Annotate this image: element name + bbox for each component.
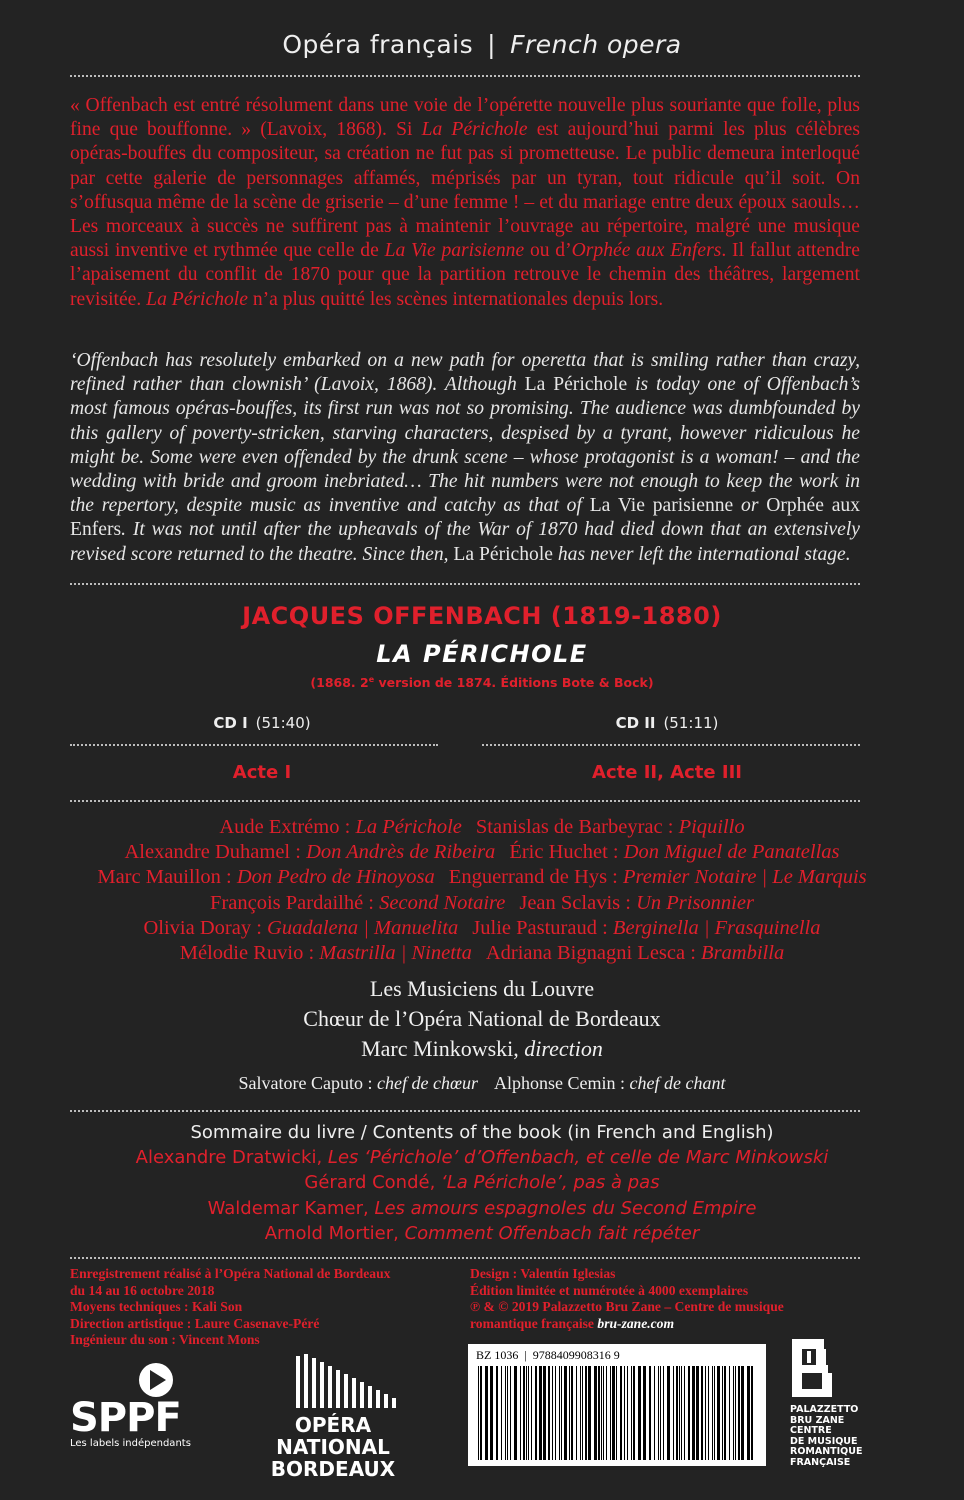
- cast-member: [143, 917, 458, 939]
- contents-title: ‘La Périchole’, pas à pas: [441, 1172, 660, 1194]
- cd1-label: CD I: [213, 714, 248, 732]
- singer-role: Don Pedro de Hinoyosa: [236, 866, 435, 889]
- barcode-bar: [612, 1366, 615, 1460]
- pbz-line: FRANÇAISE: [790, 1456, 851, 1468]
- header: [0, 30, 964, 59]
- barcode-bar: [555, 1366, 556, 1460]
- intro-en-segment: La Périchole: [453, 543, 553, 565]
- barcode-bar: [643, 1366, 646, 1460]
- cast-member: [509, 841, 839, 863]
- barcode-bar: [712, 1366, 713, 1460]
- intro-en-segment: or: [733, 495, 767, 517]
- barcode-bar: [505, 1366, 506, 1460]
- barcode-bar: [660, 1366, 661, 1460]
- singer-role: Don Miguel de Panatellas: [623, 841, 840, 864]
- palazzetto-bru-zane-logo-icon: [790, 1337, 836, 1399]
- header-fr: Opéra français: [282, 30, 474, 59]
- cast-member: [486, 942, 784, 964]
- barcode-bar: [729, 1366, 730, 1460]
- cast-row: [0, 840, 964, 865]
- intro-en-segment: is today one of Offenbach’s most famous opéras-bouffes, its first run was not so promising. The audience was dumbfounded by this gallery of poverty-stricken, starving characters, despised by a tyrant, however ridiculous he might be. Some were even offended by the drunk scene – whose protagonist is a woman! – and the wedding with bride and groom inebriated… The hit numbers were not enough to keep the work in the repertory, despite music as inventive and catchy as that of: [70, 374, 860, 517]
- barcode-bar: [548, 1366, 550, 1460]
- barcode-bar: [676, 1366, 678, 1460]
- cast-member: [219, 816, 462, 838]
- intro-fr-segment: . Il fallut attendre l’apaisement du conflit de 1870 pour que la partition retrouve le chemin des théâtres, largement revisitée.: [70, 240, 860, 310]
- cast-row: [0, 891, 964, 916]
- barcode-bar: [594, 1366, 597, 1460]
- barcode-bar: [514, 1366, 517, 1460]
- credit-line: du 14 au 16 octobre 2018: [70, 1282, 215, 1298]
- chef-role: chef de chant: [629, 1073, 726, 1093]
- cast-member: [449, 866, 867, 888]
- barcode-bar: [705, 1366, 706, 1460]
- singer-role: Berginella | Frasquinella: [612, 916, 821, 939]
- divider-chefs: [70, 1110, 860, 1112]
- barcode-bar: [603, 1366, 604, 1460]
- barcode-bar: [585, 1366, 587, 1460]
- work-title: LA PÉRICHOLE: [376, 640, 588, 668]
- barcode: [468, 1344, 766, 1466]
- chef-name: Alphonse Cemin :: [493, 1073, 625, 1093]
- barcode-bar: [649, 1366, 651, 1460]
- barcode-bar: [654, 1366, 655, 1460]
- barcode-bar: [735, 1366, 736, 1460]
- intro-en-segment: has never left the international stage.: [552, 543, 851, 565]
- barcode-bar: [673, 1366, 674, 1460]
- barcode-bar: [601, 1366, 602, 1460]
- divider-intro: [70, 583, 860, 585]
- singer-name: Mélodie Ruvio :: [179, 942, 315, 965]
- contents-author: Alexandre Dratwicki,: [135, 1147, 323, 1169]
- barcode-bar: [564, 1366, 567, 1460]
- singer-name: Aude Extrémo :: [219, 816, 351, 838]
- barcode-bar: [696, 1366, 699, 1460]
- cd2-label: CD II: [615, 714, 656, 732]
- barcode-bar: [747, 1366, 750, 1460]
- opera-bordeaux-logo-icon: [238, 1352, 428, 1412]
- barcode-bar: [692, 1366, 695, 1460]
- intro-fr-segment: n’a plus quitté les scènes internationales depuis lors.: [247, 288, 664, 310]
- credit-line: Enregistrement réalisé à l’Opéra National de Bordeaux: [70, 1266, 391, 1281]
- credit-line: Design : Valentín Iglesias: [470, 1266, 616, 1281]
- barcode-bar: [627, 1366, 628, 1460]
- contents-heading: Sommaire du livre / Contents of the book (in French and English): [190, 1122, 774, 1143]
- cd1-info: [112, 714, 412, 732]
- chefs: [0, 1073, 964, 1094]
- credit-line: ℗ & © 2019 Palazzetto Bru Zane – Centre de musique: [470, 1299, 784, 1314]
- barcode-bar: [733, 1366, 734, 1460]
- barcode-bar: [526, 1366, 527, 1460]
- barcode-bar: [606, 1366, 607, 1460]
- singer-role: Don Andrès de Ribeira: [306, 841, 496, 864]
- singer-role: Premier Notaire | Le Marquis: [623, 866, 867, 889]
- intro-en-segment: ‘Offenbach has resolutely embarked on a new path for operetta that is smiling rather than crazy, refined rather than clownish’ (Lavoix, 1868). Although: [70, 350, 860, 396]
- barcode-bar: [638, 1366, 641, 1460]
- barcode-bar: [580, 1366, 581, 1460]
- credits-right-last: romantique française: [470, 1315, 594, 1331]
- intro-fr-segment: Orphée aux Enfers: [571, 240, 722, 262]
- barcode-bar: [631, 1366, 632, 1460]
- barcode-bar: [624, 1366, 625, 1460]
- edition-note: (1868. 2e version de 1874. Éditions Bote & Bock): [310, 675, 654, 691]
- barcode-bar: [701, 1366, 703, 1460]
- barcode-bar: [523, 1366, 525, 1460]
- barcode-bar: [510, 1366, 511, 1460]
- divider-cd1: [70, 744, 438, 746]
- opera-bordeaux-name: OPÉRA NATIONAL BORDEAUX: [270, 1413, 396, 1481]
- contents-author: Gérard Condé,: [304, 1172, 436, 1194]
- pbz-line: ROMANTIQUE: [790, 1446, 863, 1457]
- contents-title: Comment Offenbach fait répéter: [404, 1222, 700, 1244]
- barcode-bar: [620, 1366, 622, 1460]
- production-credits: [470, 1266, 870, 1332]
- barcode-bar: [667, 1366, 670, 1460]
- cast-member: [97, 866, 434, 888]
- orchestra: Les Musiciens du Louvre: [369, 976, 595, 1001]
- recording-credits: [70, 1266, 450, 1349]
- catalog-number: BZ 1036: [476, 1348, 519, 1362]
- singer-name: Éric Huchet :: [509, 841, 619, 864]
- barcode-bar: [741, 1366, 744, 1460]
- barcode-bar: [496, 1366, 498, 1460]
- sppf-logo-text: SPPF: [70, 1395, 181, 1441]
- barcode-bar: [576, 1366, 577, 1460]
- divider-top: [70, 75, 860, 77]
- singer-role: Guadalena | Manuelita: [267, 916, 459, 939]
- barcode-bar: [588, 1366, 591, 1460]
- cast-member: [472, 917, 820, 939]
- barcode-bar: [571, 1366, 573, 1460]
- contents-item: [0, 1221, 964, 1246]
- barcode-bar: [543, 1366, 546, 1460]
- barcode-bar: [539, 1366, 542, 1460]
- chef: [239, 1073, 478, 1093]
- barcode-bar: [485, 1366, 488, 1460]
- barcode-bar: [569, 1366, 570, 1460]
- cast-row: [0, 865, 964, 890]
- barcode-bar: [528, 1366, 529, 1460]
- contents-author: Waldemar Kamer,: [207, 1197, 369, 1219]
- singer-name: Olivia Doray :: [143, 916, 262, 939]
- barcode-bar: [559, 1366, 560, 1460]
- barcode-bar: [535, 1366, 537, 1460]
- singer-name: Stanislas de Barbeyrac :: [475, 816, 674, 838]
- barcode-bar: [658, 1366, 659, 1460]
- cast-member: [180, 942, 472, 964]
- barcode-bar: [478, 1366, 479, 1460]
- website: bru-zane.com: [597, 1315, 675, 1331]
- barcode-bar: [722, 1366, 723, 1460]
- barcode-bar: [714, 1366, 715, 1460]
- barcode-bar: [561, 1366, 562, 1460]
- choir: Chœur de l’Opéra National de Bordeaux: [303, 1006, 661, 1031]
- contents-author: Arnold Mortier,: [264, 1222, 399, 1244]
- barcode-bar: [520, 1366, 521, 1460]
- singer-name: Alexandre Duhamel :: [124, 841, 301, 864]
- cast-member: [476, 816, 745, 838]
- barcode-bar: [531, 1366, 532, 1460]
- barcode-bar: [582, 1366, 583, 1460]
- singer-role: Mastrilla | Ninetta: [319, 942, 472, 965]
- intro-fr-segment: ou d’: [524, 240, 572, 262]
- barcode-bar: [480, 1366, 482, 1460]
- cast-row: [0, 815, 964, 840]
- barcode-bar: [552, 1366, 553, 1460]
- singer-name: Adriana Bignagni Lesca :: [485, 942, 696, 965]
- cast-row: [0, 941, 964, 966]
- sppf-tagline: Les labels indépendants: [70, 1438, 191, 1449]
- intro-en-segment: Orphée aux Enfers: [70, 495, 860, 541]
- singer-role: La Périchole: [355, 816, 462, 838]
- barcode-bar: [684, 1366, 685, 1460]
- barcode-bar: [610, 1366, 611, 1460]
- contents-title: Les ‘Périchole’ d’Offenbach, et celle de Marc Minkowski: [327, 1147, 829, 1169]
- pbz-line: DE MUSIQUE: [790, 1435, 858, 1447]
- chef: [494, 1073, 725, 1093]
- composer-title: JACQUES OFFENBACH (1819-1880): [242, 602, 722, 630]
- cd1-acts: Acte I: [232, 762, 292, 783]
- cast-member: [519, 892, 754, 914]
- intro-fr-segment: est aujourd’hui parmi les plus célèbres opéras-bouffes du compositeur, sa création ne fut pas si prometteuse. Le public demeura interloqué par cette galerie de personnages affamés, méprisés par un tyran, tout ridicule qu’il soit. On s’offusqua même de la scène de griserie – d’une femme ! – et du mariage entre deux époux saouls… Les morceaux à succès ne suffirent pas à maintenir l’ouvrage au répertoire, malgré une musique aussi inventive et rythmée que celle de: [70, 119, 860, 262]
- cd2-info: [517, 714, 817, 732]
- singer-role: Piquillo: [678, 816, 745, 838]
- cast-member: [124, 841, 495, 863]
- cast-list: [0, 815, 964, 966]
- barcode-bar: [751, 1366, 753, 1460]
- intro-fr-segment: « Offenbach est entré résolument dans une voie de l’opérette nouvelle plus souriante que folle, plus fine que bouffonne. » (Lavoix, 1868). Si: [70, 95, 860, 141]
- conductor: [0, 1036, 964, 1062]
- barcode-text: BZ 1036 | 9788409908316 9: [476, 1348, 620, 1362]
- ean-number: 9788409908316 9: [532, 1348, 620, 1362]
- header-en: French opera: [510, 30, 682, 59]
- barcode-bar: [724, 1366, 726, 1460]
- barcode-bar: [681, 1366, 682, 1460]
- barcode-bar: [738, 1366, 740, 1460]
- contents-title: Les amours espagnoles du Second Empire: [374, 1197, 757, 1219]
- singer-name: Marc Mauillon :: [97, 866, 232, 889]
- contents-item: [0, 1145, 964, 1170]
- cd2-time: (51:11): [663, 714, 719, 732]
- chef-name: Salvatore Caputo :: [238, 1073, 373, 1093]
- barcode-bar: [507, 1366, 508, 1460]
- intro-english: [70, 349, 860, 567]
- singer-role: Un Prisonnier: [636, 891, 754, 914]
- intro-fr-segment: La Périchole: [146, 288, 248, 310]
- intro-french: [70, 94, 860, 312]
- singer-name: Enguerrand de Hys :: [448, 866, 618, 889]
- singer-role: Second Notaire: [379, 891, 506, 914]
- credit-line: Moyens techniques : Kali Son: [70, 1299, 243, 1314]
- contents-item: [0, 1196, 964, 1221]
- barcode-bar: [490, 1366, 493, 1460]
- cd2-acts: Acte II, Acte III: [592, 762, 742, 783]
- cast-row: [0, 916, 964, 941]
- barcode-bar: [679, 1366, 680, 1460]
- cd1-time: (51:40): [255, 714, 311, 732]
- conductor-role: direction: [524, 1036, 603, 1061]
- header-separator: |: [487, 30, 497, 59]
- conductor-name: Marc Minkowski,: [361, 1036, 519, 1061]
- divider-contents: [70, 1257, 860, 1259]
- barcode-bars: [476, 1366, 758, 1460]
- divider-cd2: [482, 744, 860, 746]
- intro-fr-segment: La Périchole: [421, 119, 528, 141]
- contents-item: [0, 1170, 964, 1195]
- barcode-bar: [501, 1366, 502, 1460]
- palazzetto-bru-zane-text: [790, 1405, 862, 1468]
- intro-fr-segment: La Vie parisienne: [384, 240, 525, 262]
- singer-role: Brambilla: [701, 942, 785, 965]
- barcode-bar: [663, 1366, 664, 1460]
- barcode-bar: [688, 1366, 690, 1460]
- pbz-line: CENTRE: [790, 1425, 832, 1436]
- barcode-bar: [598, 1366, 600, 1460]
- barcode-bar: [616, 1366, 617, 1460]
- intro-en-segment: La Vie parisienne: [589, 495, 734, 517]
- divider-acts: [70, 800, 860, 802]
- singer-name: Jean Sclavis :: [519, 891, 631, 914]
- credit-line: Direction artistique : Laure Casenave-Péré: [70, 1315, 320, 1331]
- book-contents: [0, 1120, 964, 1246]
- intro-en-segment: . It was not until after the upheavals of the War of 1870 had died down that an extensively revised score returned to the theatre. Since then,: [70, 519, 860, 565]
- singer-name: François Pardailhé :: [210, 891, 375, 914]
- singer-name: Julie Pasturaud :: [472, 916, 608, 939]
- barcode-bar: [717, 1366, 720, 1460]
- credit-line: Ingénieur du son : Vincent Mons: [70, 1332, 260, 1347]
- pbz-line: BRU ZANE: [790, 1414, 845, 1426]
- credit-line: Édition limitée et numérotée à 4000 exemplaires: [470, 1282, 749, 1298]
- barcode-bar: [633, 1366, 635, 1460]
- cast-member: [210, 892, 505, 914]
- pbz-line: PALAZZETTO: [790, 1404, 859, 1415]
- intro-en-segment: La Périchole: [524, 374, 628, 396]
- chef-role: chef de chœur: [377, 1073, 478, 1093]
- barcode-bar: [708, 1366, 709, 1460]
